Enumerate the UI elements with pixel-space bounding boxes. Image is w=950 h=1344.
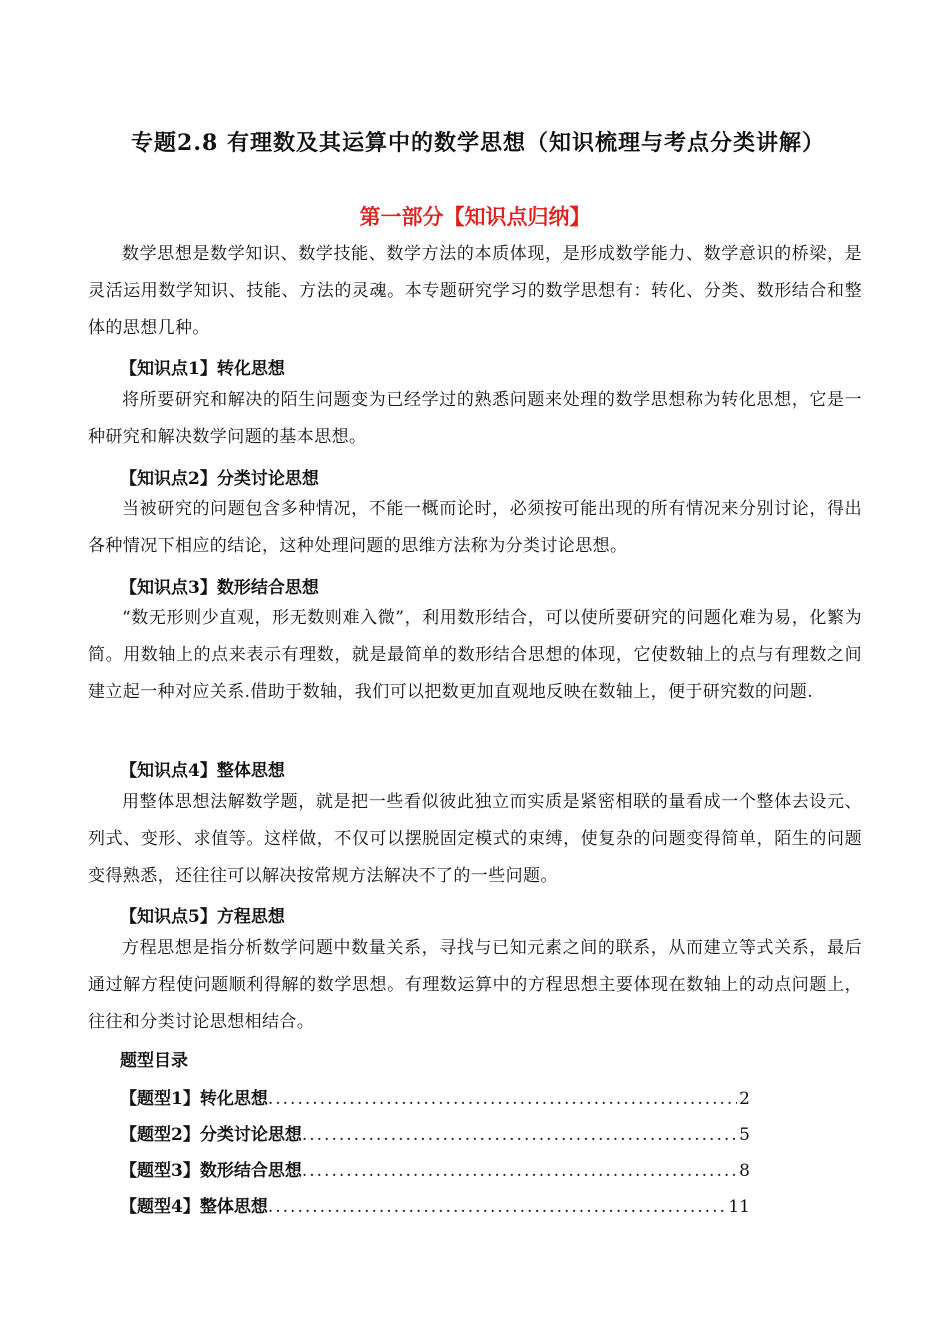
knowledge-point-4-body: 用整体思想法解数学题，就是把一些看似彼此独立而实质是紧密相联的量看成一个整体去设元、列式、变形、求值等。这样做，不仅可以摆脱固定模式的束缚，使复杂的问题变得简单，陌生的问题变得熟悉，还往往可以解决按常规方法解决不了的一些问题。 [88,792,862,886]
toc-item-page: 2 [739,1089,750,1109]
toc-title: 题型目录 [120,1051,188,1071]
intro-paragraph: 数学思想是数学知识、数学技能、数学方法的本质体现，是形成数学能力、数学意识的桥梁，是灵活运用数学知识、技能、方法的灵魂。本专题研究学习的数学思想有：转化、分类、数形结合和整体的思想几种。 [88,244,862,338]
toc-item[interactable] [120,1084,750,1108]
toc-item-label: 【题型1】转化思想 [120,1089,268,1109]
knowledge-point-2-body: 当被研究的问题包含多种情况，不能一概而论时，必须按可能出现的所有情况来分别讨论，得出各种情况下相应的结论，这种处理问题的思维方法称为分类讨论思想。 [88,499,862,556]
toc-item-label: 【题型3】数形结合思想 [120,1161,302,1181]
knowledge-point-3-body: “数无形则少直观，形无数则难入微”，利用数形结合，可以使所要研究的问题化难为易，化繁为简。用数轴上的点来表示有理数，就是最简单的数形结合思想的体现，它使数轴上的点与有理数之间建立起一种对应关系.借助于数轴，我们可以把数更加直观地反映在数轴上，便于研究数的问题. [88,608,862,702]
knowledge-point-5-heading: 【知识点5】方程思想 [120,907,285,927]
toc-dot-leader [302,1161,737,1181]
toc-item-page: 11 [728,1197,750,1217]
knowledge-point-5-body: 方程思想是指分析数学问题中数量关系，寻找与已知元素之间的联系，从而建立等式关系，最后通过解方程使问题顺利得解的数学思想。有理数运算中的方程思想主要体现在数轴上的动点问题上，往往和分类讨论思想相结合。 [88,938,862,1032]
document-title: 专题2.8 有理数及其运算中的数学思想（知识梳理与考点分类讲解） [131,130,825,156]
toc-item[interactable] [120,1156,750,1180]
knowledge-point-1-body: 将所要研究和解决的陌生问题变为已经学过的熟悉问题来处理的数学思想称为转化思想，它是一种研究和解决数学问题的基本思想。 [88,390,862,447]
toc-item-label: 【题型4】整体思想 [120,1197,268,1217]
toc-item-label: 【题型2】分类讨论思想 [120,1125,302,1145]
knowledge-point-1-heading: 【知识点1】转化思想 [120,359,285,379]
knowledge-point-3-heading: 【知识点3】数形结合思想 [120,578,319,598]
knowledge-point-2-heading: 【知识点2】分类讨论思想 [120,469,319,489]
toc-item-page: 5 [739,1125,750,1145]
toc-item[interactable] [120,1120,750,1144]
toc-item-page: 8 [739,1161,750,1181]
section-heading: 第一部分【知识点归纳】 [359,204,591,229]
toc-item[interactable] [120,1192,750,1216]
knowledge-point-4-heading: 【知识点4】整体思想 [120,761,285,781]
toc-dot-leader [268,1089,737,1109]
toc-dot-leader [268,1197,727,1217]
toc-dot-leader [302,1125,737,1145]
